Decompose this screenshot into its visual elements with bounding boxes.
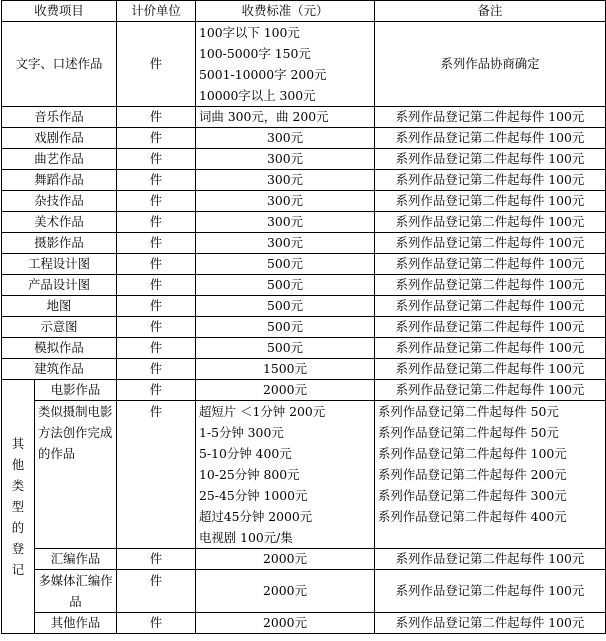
note-line: 系列作品登记第二件起每件 400元 xyxy=(378,509,567,524)
unit-cell: 件 xyxy=(117,191,196,212)
item-cell: 模拟作品 xyxy=(2,338,117,359)
item-cell: 舞蹈作品 xyxy=(2,170,117,191)
note-cell: 系列作品登记第二件起每件 100元 xyxy=(375,380,606,401)
note-cell: 系列作品登记第二件起每件 100元 xyxy=(375,317,606,338)
unit-cell: 件 xyxy=(117,317,196,338)
standard-cell xyxy=(196,401,375,549)
unit-cell: 件 xyxy=(117,359,196,380)
table-row xyxy=(2,254,606,275)
standard-line: 5-10分钟 400元 xyxy=(199,446,292,461)
table-row xyxy=(2,549,606,570)
note-cell xyxy=(375,401,606,549)
standard-cell: 500元 xyxy=(196,254,375,275)
table-row xyxy=(2,22,606,107)
standard-cell xyxy=(196,22,375,107)
unit-cell: 件 xyxy=(117,170,196,191)
table-row xyxy=(2,359,606,380)
standard-line: 5001-10000字 200元 xyxy=(199,67,327,82)
standard-cell: 300元 xyxy=(196,170,375,191)
standard-cell: 500元 xyxy=(196,275,375,296)
table-row xyxy=(2,128,606,149)
table-row xyxy=(2,613,606,634)
note-line: 系列作品登记第二件起每件 300元 xyxy=(378,488,567,503)
unit-cell: 件 xyxy=(117,380,196,401)
table-row xyxy=(2,107,606,128)
header-row xyxy=(2,1,606,22)
standard-cell: 500元 xyxy=(196,296,375,317)
item-cell: 其他作品 xyxy=(35,613,117,634)
standard-cell: 500元 xyxy=(196,317,375,338)
standard-cell: 2000元 xyxy=(196,613,375,634)
note-cell: 系列作品登记第二件起每件 100元 xyxy=(375,570,606,613)
unit-cell: 件 xyxy=(117,570,196,613)
table-row xyxy=(2,191,606,212)
standard-cell: 300元 xyxy=(196,149,375,170)
table-row xyxy=(2,296,606,317)
standard-line: 超短片 ＜1分钟 200元 xyxy=(199,404,326,419)
item-cell: 建筑作品 xyxy=(2,359,117,380)
note-line: 系列作品登记第二件起每件 50元 xyxy=(378,425,559,440)
unit-cell: 件 xyxy=(117,233,196,254)
header-note: 备注 xyxy=(375,1,606,22)
note-cell: 系列作品登记第二件起每件 100元 xyxy=(375,254,606,275)
note-line: 系列作品登记第二件起每件 100元 xyxy=(378,446,567,461)
standard-cell: 2000元 xyxy=(196,549,375,570)
item-cell: 电影作品 xyxy=(35,380,117,401)
table-row xyxy=(2,338,606,359)
note-cell: 系列作品登记第二件起每件 100元 xyxy=(375,359,606,380)
other-group-label: 其他类型的登记 xyxy=(11,436,25,577)
item-cell: 文字、口述作品 xyxy=(2,22,117,107)
item-cell: 杂技作品 xyxy=(2,191,117,212)
standard-line: 100字以下 100元 xyxy=(199,25,300,40)
note-cell: 系列作品登记第二件起每件 100元 xyxy=(375,613,606,634)
unit-cell: 件 xyxy=(117,128,196,149)
unit-cell: 件 xyxy=(117,401,196,549)
header-fee-item: 收费项目 xyxy=(2,1,117,22)
unit-cell: 件 xyxy=(117,149,196,170)
table-row xyxy=(2,149,606,170)
item-cell: 示意图 xyxy=(2,317,117,338)
unit-cell: 件 xyxy=(117,549,196,570)
note-cell: 系列作品登记第二件起每件 100元 xyxy=(375,107,606,128)
item-cell: 汇编作品 xyxy=(35,549,117,570)
unit-cell: 件 xyxy=(117,107,196,128)
item-cell: 戏剧作品 xyxy=(2,128,117,149)
other-group-label-cell xyxy=(2,380,35,634)
note-cell: 系列作品登记第二件起每件 100元 xyxy=(375,170,606,191)
standard-cell: 500元 xyxy=(196,338,375,359)
item-cell: 摄影作品 xyxy=(2,233,117,254)
item-cell: 曲艺作品 xyxy=(2,149,117,170)
table-row xyxy=(2,212,606,233)
item-cell: 多媒体汇编作品 xyxy=(35,570,117,613)
standard-line: 25-45分钟 1000元 xyxy=(199,488,308,503)
note-cell: 系列作品登记第二件起每件 100元 xyxy=(375,296,606,317)
item-cell: 地图 xyxy=(2,296,117,317)
standard-cell: 词曲 300元，曲 200元 xyxy=(196,107,375,128)
unit-cell: 件 xyxy=(117,22,196,107)
standard-cell: 300元 xyxy=(196,233,375,254)
note-cell: 系列作品登记第二件起每件 100元 xyxy=(375,275,606,296)
item-cell: 类似摄制电影方法创作完成的作品 xyxy=(35,401,117,549)
table-row xyxy=(2,401,606,549)
item-cell: 音乐作品 xyxy=(2,107,117,128)
standard-line: 10-25分钟 800元 xyxy=(199,467,300,482)
note-cell: 系列作品登记第二件起每件 100元 xyxy=(375,191,606,212)
unit-cell: 件 xyxy=(117,296,196,317)
standard-cell: 300元 xyxy=(196,191,375,212)
standard-line: 1-5分钟 300元 xyxy=(199,425,284,440)
table-row xyxy=(2,317,606,338)
standard-line: 超过45分钟 2000元 xyxy=(199,509,313,524)
standard-cell: 300元 xyxy=(196,128,375,149)
standard-line: 10000字以上 300元 xyxy=(199,88,316,103)
table-row xyxy=(2,275,606,296)
note-cell: 系列作品登记第二件起每件 100元 xyxy=(375,149,606,170)
note-cell: 系列作品登记第二件起每件 100元 xyxy=(375,233,606,254)
item-cell: 工程设计图 xyxy=(2,254,117,275)
note-line: 系列作品登记第二件起每件 200元 xyxy=(378,467,567,482)
note-cell: 系列作品登记第二件起每件 100元 xyxy=(375,549,606,570)
note-cell: 系列作品登记第二件起每件 100元 xyxy=(375,338,606,359)
standard-cell: 1500元 xyxy=(196,359,375,380)
unit-cell: 件 xyxy=(117,275,196,296)
note-cell: 系列作品登记第二件起每件 100元 xyxy=(375,128,606,149)
header-unit: 计价单位 xyxy=(117,1,196,22)
table-row xyxy=(2,570,606,613)
unit-cell: 件 xyxy=(117,613,196,634)
fee-table xyxy=(1,0,606,634)
standard-cell: 2000元 xyxy=(196,380,375,401)
note-cell: 系列作品登记第二件起每件 100元 xyxy=(375,212,606,233)
standard-line: 100-5000字 150元 xyxy=(199,46,311,61)
unit-cell: 件 xyxy=(117,254,196,275)
standard-cell: 2000元 xyxy=(196,570,375,613)
note-line: 系列作品登记第二件起每件 50元 xyxy=(378,404,559,419)
item-cell: 美术作品 xyxy=(2,212,117,233)
table-row xyxy=(2,380,606,401)
standard-cell: 300元 xyxy=(196,212,375,233)
table-row xyxy=(2,233,606,254)
standard-line: 电视剧 100元/集 xyxy=(199,530,293,545)
item-cell: 产品设计图 xyxy=(2,275,117,296)
unit-cell: 件 xyxy=(117,212,196,233)
header-standard: 收费标准（元） xyxy=(196,1,375,22)
unit-cell: 件 xyxy=(117,338,196,359)
note-cell: 系列作品协商确定 xyxy=(375,22,606,107)
table-row xyxy=(2,170,606,191)
